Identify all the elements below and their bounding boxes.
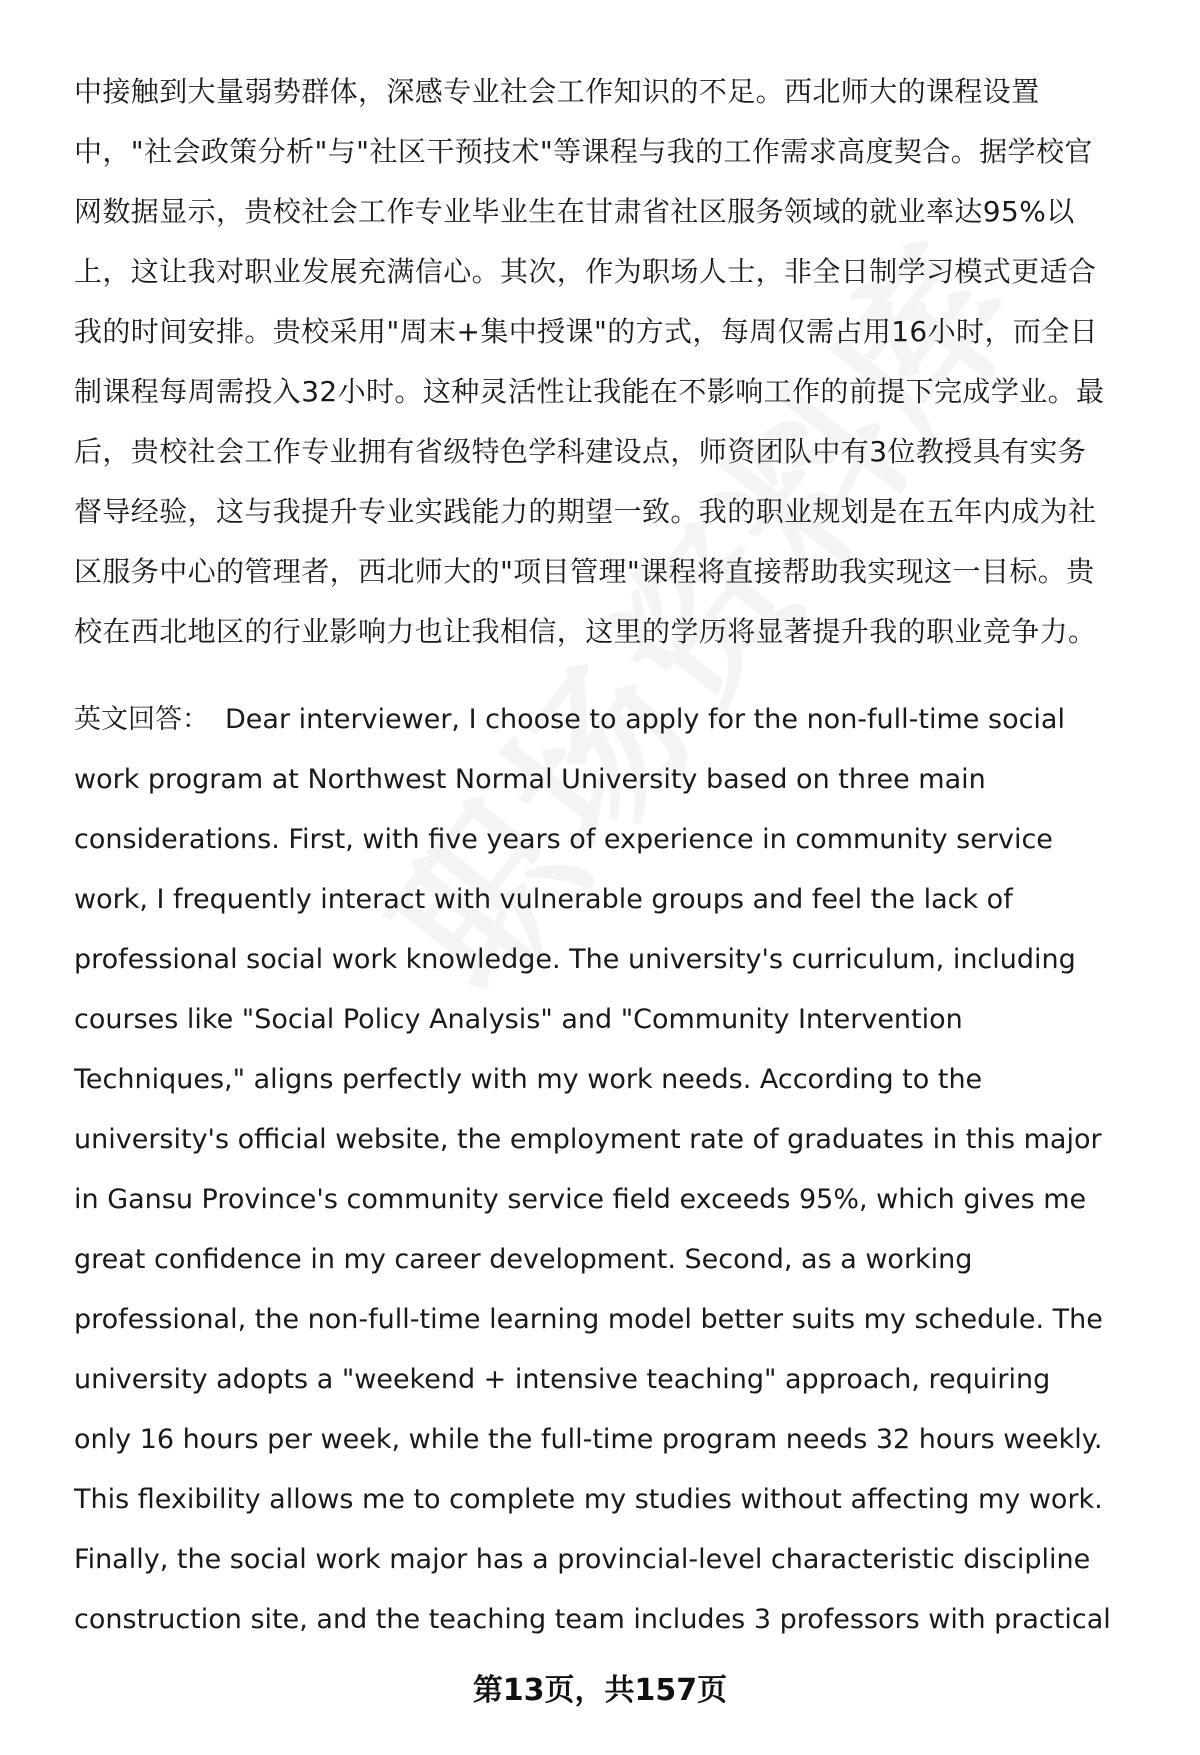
text-line: construction site, and the teaching team includes 3 professors with practical	[74, 1604, 1111, 1635]
text-line: 区服务中心的管理者，西北师大的"项目管理"课程将直接帮助我实现这一目标。贵	[74, 555, 1095, 588]
text-line: work, I frequently interact with vulnerable groups and feel the lack of	[74, 884, 1013, 915]
text-line: 中接触到大量弱势群体，深感专业社会工作知识的不足。西北师大的课程设置	[74, 75, 1040, 108]
chinese-answer-paragraph	[74, 62, 1154, 662]
text-line: 上，这让我对职业发展充满信心。其次，作为职场人士，非全日制学习模式更适合	[74, 255, 1097, 288]
text-line: 后，贵校社会工作专业拥有省级特色学科建设点，师资团队中有3位教授具有实务	[74, 435, 1087, 468]
text-line: professional social work knowledge. The university's curriculum, including	[74, 944, 1076, 975]
text-line: great confidence in my career development. Second, as a working	[74, 1244, 973, 1275]
text-line: work program at Northwest Normal University based on three main	[74, 764, 986, 795]
text-line: 我的时间安排。贵校采用"周末+集中授课"的方式，每周仅需占用16小时，而全日	[74, 315, 1099, 348]
text-line: in Gansu Province's community service field exceeds 95%, which gives me	[74, 1184, 1087, 1215]
text-line: Finally, the social work major has a provincial-level characteristic discipline	[74, 1544, 1091, 1575]
paragraph-gap	[74, 662, 1154, 690]
text-line: This flexibility allows me to complete my studies without affecting my work.	[74, 1484, 1103, 1515]
text-line: 网数据显示，贵校社会工作专业毕业生在甘肃省社区服务领域的就业率达95%以	[74, 195, 1075, 228]
english-answer-paragraph	[74, 690, 1154, 1650]
document-body	[74, 62, 1154, 1650]
text-line: 制课程每周需投入32小时。这种灵活性让我能在不影响工作的前提下完成学业。最	[74, 375, 1105, 408]
text-line: 校在西北地区的行业影响力也让我相信，这里的学历将显著提升我的职业竞争力。	[74, 615, 1097, 648]
text-line: Techniques," aligns perfectly with my work needs. According to the	[74, 1064, 983, 1095]
english-answer-label: 英文回答：	[74, 704, 209, 735]
text-line: only 16 hours per week, while the full-time program needs 32 hours weekly.	[74, 1424, 1103, 1455]
text-line: courses like "Social Policy Analysis" and "Community Intervention	[74, 1004, 963, 1035]
text-line: university's official website, the employment rate of graduates in this major	[74, 1124, 1102, 1155]
text-line: 督导经验，这与我提升专业实践能力的期望一致。我的职业规划是在五年内成为社	[74, 495, 1097, 528]
text-line	[74, 690, 1154, 750]
text-line: considerations. First, with five years of experience in community service	[74, 824, 1053, 855]
page-number: 第13页，共157页	[472, 1673, 728, 1708]
text-line: university adopts a "weekend + intensive teaching" approach, requiring	[74, 1364, 1051, 1395]
text-line: professional, the non-full-time learning model better suits my schedule. The	[74, 1304, 1103, 1335]
english-first-line: Dear interviewer, I choose to apply for the non-full-time social	[225, 704, 1065, 735]
text-line: 中，"社会政策分析"与"社区干预技术"等课程与我的工作需求高度契合。据学校官	[74, 135, 1093, 168]
